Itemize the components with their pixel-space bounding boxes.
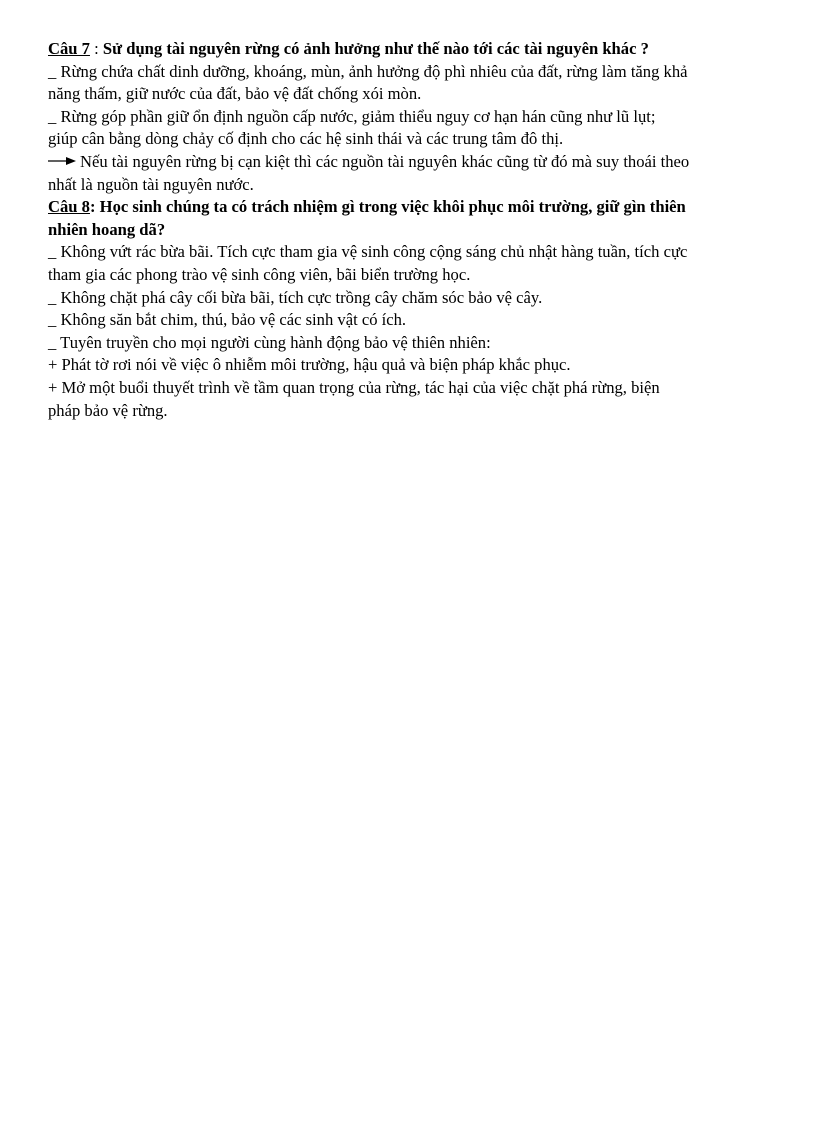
question-8-title-line-2: nhiên hoang dã? [48, 219, 166, 239]
answer-7-point-1-line-2: năng thấm, giữ nước của đất, bảo vệ đất chống xói mòn. [48, 84, 422, 104]
question-7-title: Sử dụng tài nguyên rừng có ảnh hưởng như thế nào tới các tài nguyên khác ? [102, 39, 649, 58]
answer-7-point-1-line-1: _ Rừng chứa chất dinh dưỡng, khoáng, mùn, ảnh hưởng độ phì nhiêu của đất, rừng làm tăng khả [48, 61, 688, 81]
answer-7-conclusion [48, 151, 774, 196]
answer-8-point-5-line-1: + Phát tờ rơi nói về việc ô nhiễm môi trường, hậu quả và biện pháp khắc phục. [48, 355, 571, 375]
answer-8-point-1 [48, 241, 774, 286]
question-7-label: Câu 7 [48, 39, 90, 58]
answer-8-point-2-line-1: _ Không chặt phá cây cối bừa bãi, tích cực trồng cây chăm sóc bảo vệ cây. [48, 287, 543, 307]
question-8 [48, 196, 774, 241]
question-8-separator: : [89, 197, 100, 217]
answer-8-point-6-line-2: pháp bảo vệ rừng. [48, 400, 168, 420]
answer-8-point-1-line-1: _ Không vứt rác bừa bãi. Tích cực tham gia vệ sinh công cộng sáng chủ nhật hàng tuần, tích cực [48, 242, 688, 262]
answer-7-point-1 [48, 61, 774, 106]
answer-8-point-3-line-1: _ Không săn bắt chim, thú, bảo vệ các sinh vật có ích. [48, 310, 407, 330]
question-8-heading [48, 196, 774, 219]
answer-7-conclusion-text: Nếu tài nguyên rừng bị cạn kiệt thì các nguồn tài nguyên khác cũng từ đó mà suy thoái theo [80, 151, 690, 171]
right-arrow-icon [48, 156, 76, 166]
question-7-heading [48, 38, 774, 61]
answer-8-point-4 [48, 332, 774, 355]
answer-8-point-6-line-1: + Mở một buổi thuyết trình về tầm quan trọng của rừng, tác hại của việc chặt phá rừng, biện [48, 377, 660, 397]
answer-7-conclusion-line-1 [48, 151, 774, 174]
answer-8-point-1-line-2: tham gia các phong trào vệ sinh công viên, bãi biển trường học. [48, 264, 471, 284]
question-7 [48, 38, 774, 61]
answer-7-point-2 [48, 106, 774, 151]
question-8-label: Câu 8 [48, 197, 90, 217]
answer-8-point-5 [48, 354, 774, 377]
question-8-title-line-1: Học sinh chúng ta có trách nhiệm gì trong việc khôi phục môi trường, giữ gìn thiên [99, 197, 686, 217]
question-7-separator: : [89, 39, 103, 58]
answer-8-point-3 [48, 309, 774, 332]
answer-7-conclusion-line-2: nhất là nguồn tài nguyên nước. [48, 174, 254, 194]
answer-8-point-4-line-1: _ Tuyên truyền cho mọi người cùng hành động bảo vệ thiên nhiên: [48, 332, 491, 352]
answer-8-point-6 [48, 377, 774, 422]
document-page [48, 38, 774, 422]
answer-7-point-2-line-2: giúp cân bằng dòng chảy cố định cho các hệ sinh thái và các trung tâm đô thị. [48, 129, 564, 149]
answer-7-point-2-line-1: _ Rừng góp phần giữ ổn định nguồn cấp nước, giảm thiểu nguy cơ hạn hán cũng như lũ lụt; [48, 106, 656, 126]
answer-8-point-2 [48, 287, 774, 310]
